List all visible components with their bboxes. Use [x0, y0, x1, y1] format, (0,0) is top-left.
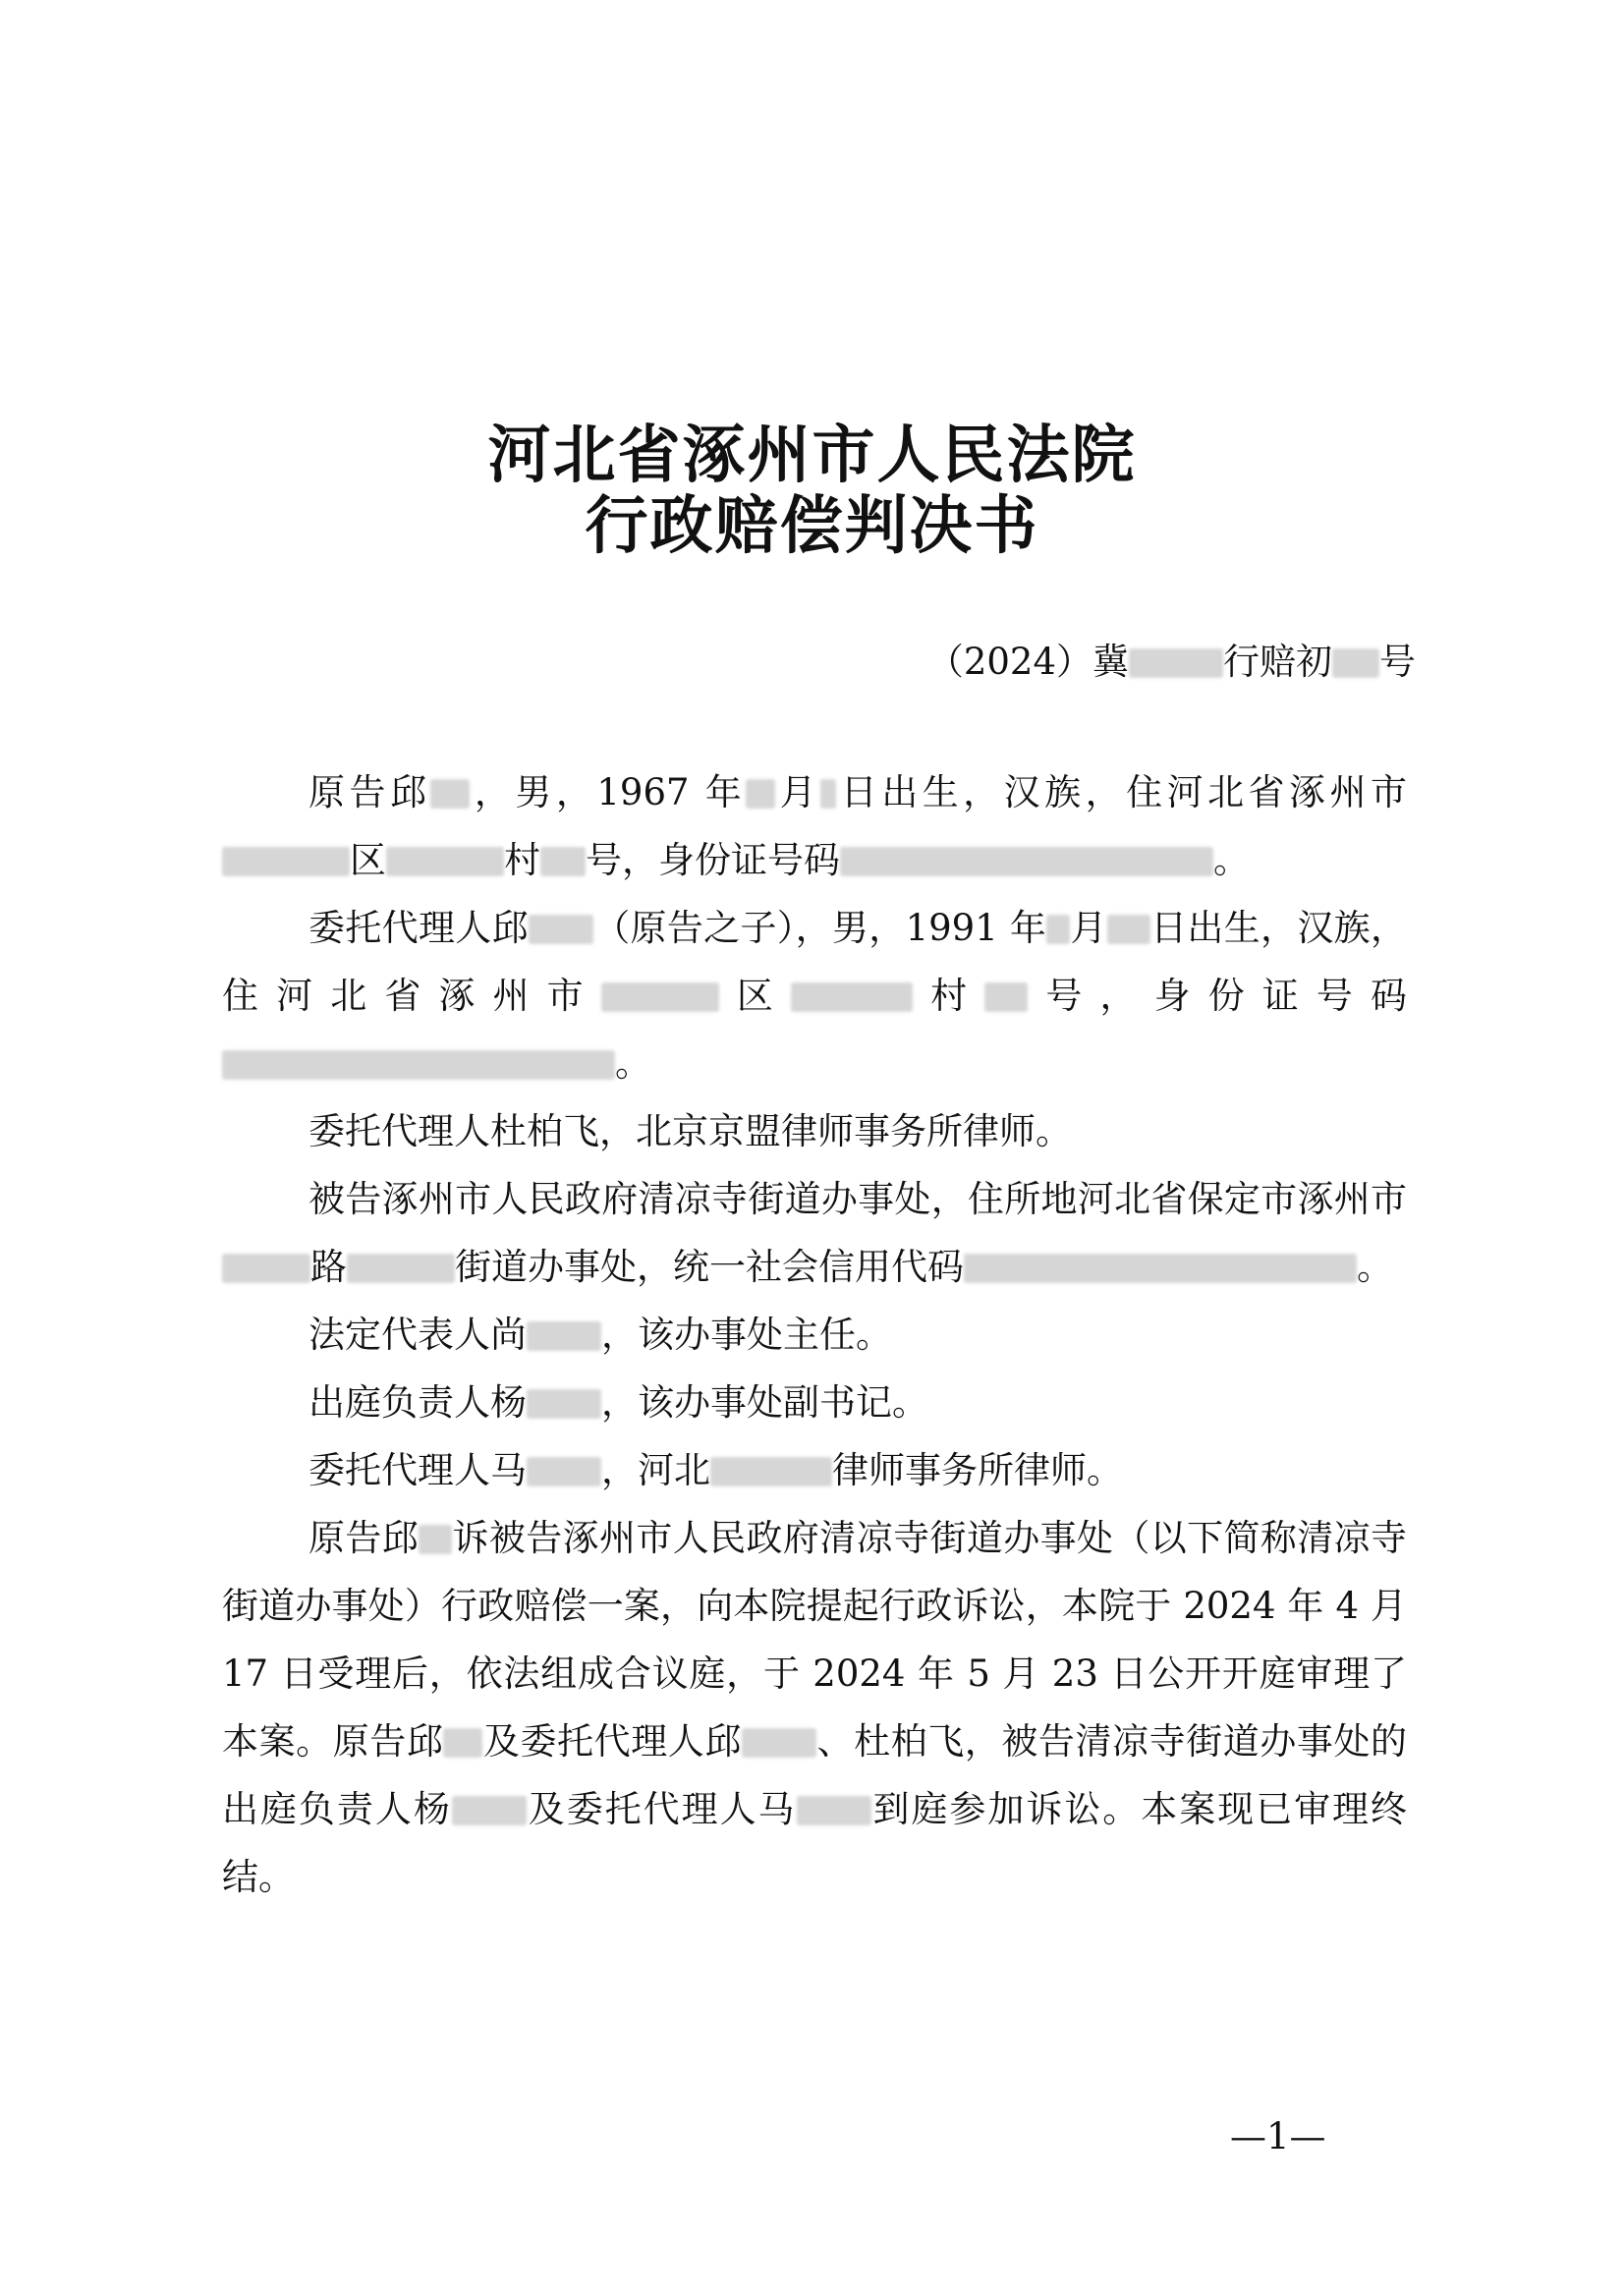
text-segment: 原告邱 — [308, 771, 431, 813]
text-segment: 。 — [615, 1042, 651, 1085]
redacted-block — [527, 1321, 601, 1351]
legal-representative-paragraph — [222, 1301, 1407, 1369]
text-segment: ，该办事处副书记。 — [601, 1381, 928, 1424]
redacted-block — [820, 779, 836, 809]
redacted-block — [347, 1254, 455, 1283]
redacted-block — [222, 1050, 615, 1080]
defendant-agent-paragraph — [222, 1436, 1407, 1504]
redacted-block — [386, 847, 504, 876]
responsible-person-paragraph — [222, 1369, 1407, 1436]
text-segment: ，该办事处主任。 — [601, 1314, 892, 1356]
redacted-block — [1046, 915, 1070, 944]
redacted-block — [791, 982, 913, 1012]
redacted-block — [452, 1796, 527, 1825]
text-segment: ，河北 — [601, 1449, 710, 1491]
lawyer-paragraph: 委托代理人杜柏飞，北京京盟律师事务所律师。 — [308, 1110, 1072, 1152]
redacted-block — [1332, 648, 1379, 678]
text-segment: 律师事务所律师。 — [832, 1449, 1123, 1491]
redacted-block — [984, 982, 1028, 1012]
redacted-block — [443, 1728, 482, 1758]
text-segment: 原告邱 — [308, 1517, 420, 1559]
text-segment: 村 — [913, 975, 985, 1017]
redacted-block — [1107, 915, 1150, 944]
redacted-block — [797, 1796, 871, 1825]
text-segment: 月 — [775, 771, 821, 813]
page-number: —1— — [1230, 2115, 1326, 2157]
text-segment: 诉被告涿州市人民政府清凉寺街道办事处（以下简称清凉寺街道办事处）行政赔偿一案，向本院提起行政诉讼，本院于 2024 年 4 月 17 日受理后，依法组成合议庭，于 2024 年 5 月 23 日公开开庭审理了本案。原告邱 — [222, 1517, 1408, 1763]
text-segment: 村 — [504, 839, 540, 881]
redacted-block — [746, 779, 775, 809]
defendant-paragraph — [222, 1165, 1407, 1301]
redacted-block — [601, 982, 719, 1012]
redacted-block — [540, 847, 586, 876]
redacted-block — [419, 1525, 452, 1554]
redacted-block — [222, 847, 350, 876]
text-segment: ，男，1967 年 — [470, 771, 747, 813]
text-segment: 到庭参加诉讼。本案现已审理终结。 — [222, 1788, 1408, 1898]
redacted-block — [964, 1254, 1357, 1283]
case-number-prefix: （2024）冀 — [926, 641, 1129, 683]
redacted-block — [527, 1457, 601, 1486]
text-segment: 委托代理人邱 — [308, 907, 529, 949]
text-segment: 。 — [1213, 839, 1250, 881]
text-segment: 路 — [310, 1246, 347, 1288]
redacted-block — [529, 915, 593, 944]
case-number — [927, 633, 1416, 692]
document-type-title: 行政赔偿判决书 — [585, 489, 1039, 563]
redacted-block — [710, 1457, 832, 1486]
redacted-block — [742, 1728, 816, 1758]
text-segment: 法定代表人尚 — [308, 1314, 527, 1356]
redacted-block — [222, 1254, 310, 1283]
plaintiff-paragraph — [222, 758, 1407, 894]
redacted-block — [840, 847, 1213, 876]
text-segment: 及委托代理人邱 — [482, 1720, 742, 1763]
court-name-title: 河北省涿州市人民法院 — [487, 419, 1137, 492]
text-segment: 被告涿州市人民政府清凉寺街道办事处，住所地河北省保定市涿州市 — [308, 1178, 1407, 1220]
redacted-block — [430, 779, 470, 809]
redacted-block — [1129, 648, 1223, 678]
case-summary-paragraph — [222, 1504, 1407, 1911]
text-segment: 号，身份证号码 — [586, 839, 840, 881]
text-segment: 日出生，汉族，住河北省涿州市 — [222, 907, 1408, 1017]
text-segment: 委托代理人马 — [308, 1449, 527, 1491]
text-segment: 出庭负责人杨 — [308, 1381, 527, 1424]
plaintiff-agent-paragraph — [222, 894, 1407, 1097]
text-segment: 区 — [350, 839, 386, 881]
document-body — [222, 758, 1407, 1911]
case-number-suffix: 号 — [1379, 641, 1416, 683]
text-segment: 街道办事处，统一社会信用代码 — [455, 1246, 964, 1288]
text-segment: 区 — [718, 975, 792, 1017]
text-segment: （原告之子），男，1991 年 — [592, 907, 1047, 949]
text-segment: 号，身份证号码 — [1028, 975, 1408, 1017]
text-segment: 日出生，汉族，住河北省涿州市 — [836, 771, 1408, 813]
case-number-middle: 行赔初 — [1223, 641, 1332, 683]
text-segment: 。 — [1357, 1246, 1393, 1288]
redacted-block — [527, 1389, 601, 1419]
text-segment: 月 — [1070, 907, 1107, 949]
text-segment: 及委托代理人马 — [526, 1788, 797, 1830]
text-segment: 、杜柏飞，被告清凉寺街道办事处的出庭负责人杨 — [222, 1720, 1408, 1830]
